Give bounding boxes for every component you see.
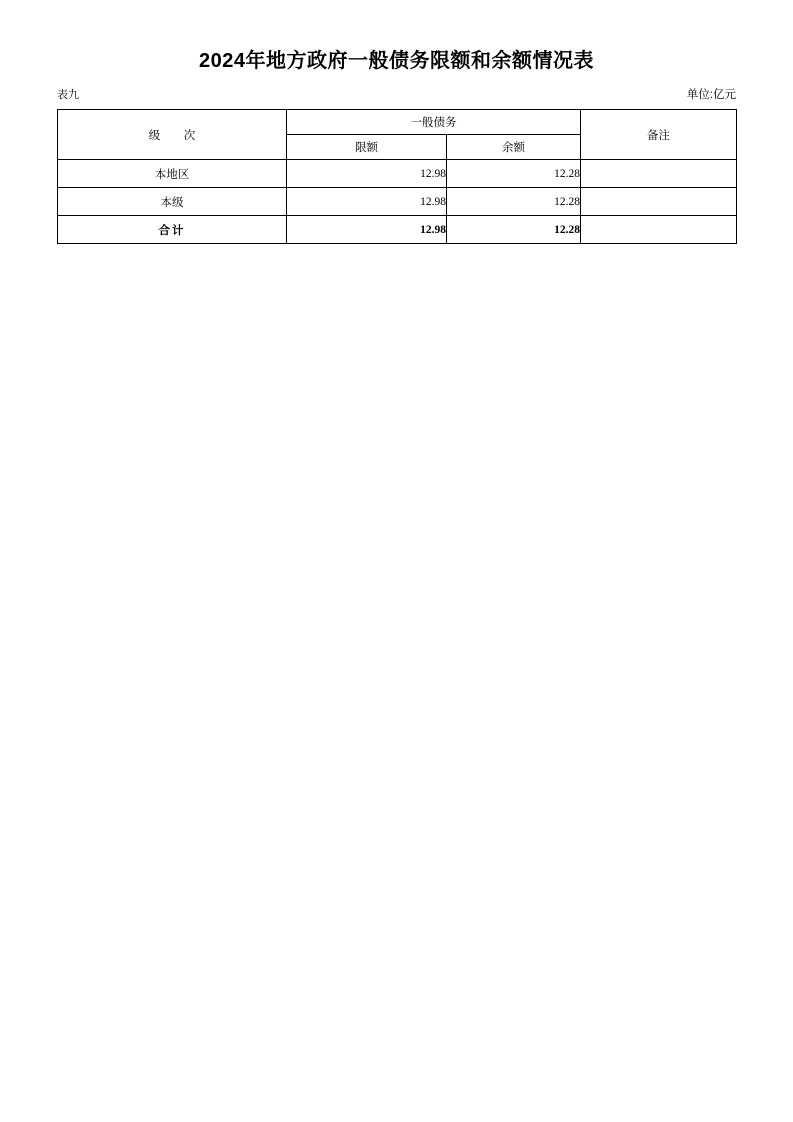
table-meta-row (57, 86, 736, 102)
unit-note-label: 单位:亿元 (686, 89, 736, 101)
row-limit-value: 12.98 (287, 216, 447, 244)
row-level-name: 本级 (58, 188, 287, 216)
row-remark-value (581, 188, 737, 216)
header-limit: 限额 (287, 135, 447, 160)
row-balance-value: 12.28 (447, 216, 581, 244)
general-debt-table (57, 109, 737, 244)
row-level-name: 合计 (58, 216, 287, 244)
header-balance: 余额 (447, 135, 581, 160)
row-limit-value: 12.98 (287, 188, 447, 216)
table-row-total (58, 216, 737, 244)
row-remark-value (581, 216, 737, 244)
header-remark: 备注 (581, 110, 737, 160)
row-limit-value: 12.98 (287, 160, 447, 188)
row-level-name: 本地区 (58, 160, 287, 188)
row-remark-value (581, 160, 737, 188)
header-general-debt: 一般债务 (287, 110, 581, 135)
table-number-label: 表九 (57, 89, 79, 101)
page-title: 2024年地方政府一般债务限额和余额情况表 (199, 50, 594, 72)
table-header-row-1 (58, 110, 737, 135)
table-row (58, 188, 737, 216)
row-balance-value: 12.28 (447, 188, 581, 216)
header-level: 级 次 (58, 110, 287, 160)
row-balance-value: 12.28 (447, 160, 581, 188)
table-row (58, 160, 737, 188)
